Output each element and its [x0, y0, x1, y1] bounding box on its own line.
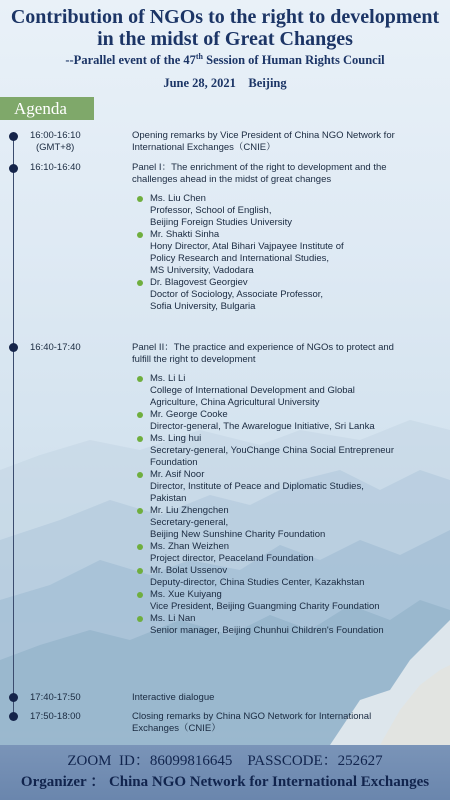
speaker-detail: Policy Research and International Studies,	[150, 253, 330, 264]
footer	[0, 745, 450, 800]
agenda-time	[30, 130, 125, 154]
speaker-name: Mr. George Cooke	[150, 409, 228, 420]
speaker-name: Mr. Bolat Ussenov	[150, 565, 228, 576]
desc-line: challenges ahead in the midst of great changes	[132, 174, 332, 185]
green-bullet-icon	[137, 280, 143, 286]
title-line-2: in the midst of Great Changes	[97, 28, 353, 50]
subtitle-prefix: --Parallel event of the 47	[65, 53, 196, 68]
desc-line: Exchanges（CNIE）	[132, 723, 221, 734]
desc-line: Closing remarks by China NGO Network for International	[132, 711, 372, 722]
agenda-description	[132, 130, 437, 154]
timeline-dot-icon	[9, 343, 18, 352]
green-bullet-icon	[137, 544, 143, 550]
agenda-time-value: 16:10-16:40	[30, 162, 81, 173]
speaker-detail: Beijing New Sunshine Charity Foundation	[150, 529, 326, 540]
speaker-item	[137, 433, 437, 469]
speaker-item	[137, 193, 437, 229]
desc-line: Panel I：The enrichment of the right to development and the	[132, 162, 387, 173]
subtitle-sup: th	[195, 52, 203, 61]
zoom-info: ZOOM ID：86099816645 PASSCODE：252627	[67, 753, 383, 769]
timeline-line	[13, 136, 14, 716]
agenda-time-value: 16:40-17:40	[30, 342, 81, 353]
subtitle	[0, 52, 450, 68]
speaker-item	[137, 469, 437, 505]
speaker-item	[137, 589, 437, 613]
timeline-dot-icon	[9, 164, 18, 173]
speaker-name: Ms. Ling hui	[150, 433, 202, 444]
speaker-list	[137, 373, 437, 637]
speaker-detail: College of International Development and Global	[150, 385, 355, 396]
speaker-item	[137, 541, 437, 565]
speaker-name: Ms. Li Nan	[150, 613, 196, 624]
timeline-dot-icon	[9, 712, 18, 721]
speaker-name: Mr. Shakti Sinha	[150, 229, 220, 240]
speaker-detail: Director, Institute of Peace and Diplomatic Studies,	[150, 481, 364, 492]
speaker-name: Ms. Xue Kuiyang	[150, 589, 222, 600]
green-bullet-icon	[137, 232, 143, 238]
speaker-detail: Secretary-general, YouChange China Social Entrepreneur	[150, 445, 394, 456]
speaker-detail: Vice President, Beijing Guangming Charity Foundation	[150, 601, 380, 612]
speaker-name: Ms. Zhan Weizhen	[150, 541, 230, 552]
agenda-badge: Agenda	[0, 97, 94, 120]
speaker-detail: Sofia University, Bulgaria	[150, 301, 256, 312]
speaker-detail: Director-general, The Awarelogue Initiative, Sri Lanka	[150, 421, 375, 432]
speaker-detail: Pakistan	[150, 493, 187, 504]
agenda-description	[132, 692, 437, 704]
desc-line: Interactive dialogue	[132, 692, 215, 703]
desc-line: Opening remarks by Vice President of China NGO Network for	[132, 130, 395, 141]
green-bullet-icon	[137, 436, 143, 442]
speaker-name: Ms. Liu Chen	[150, 193, 206, 204]
speaker-item	[137, 565, 437, 589]
speaker-item	[137, 229, 437, 277]
speaker-list	[137, 193, 437, 313]
speaker-detail: Project director, Peaceland Foundation	[150, 553, 314, 564]
agenda-timezone: (GMT+8)	[36, 142, 75, 153]
subtitle-suffix: Session of Human Rights Council	[203, 53, 385, 68]
speaker-detail: Beijing Foreign Studies University	[150, 217, 293, 228]
green-bullet-icon	[137, 376, 143, 382]
agenda-description	[132, 342, 437, 366]
speaker-item	[137, 409, 437, 433]
agenda-time	[30, 711, 125, 723]
agenda-description	[132, 711, 437, 735]
speaker-detail: Agriculture, China Agricultural University	[150, 397, 320, 408]
timeline-dot-icon	[9, 693, 18, 702]
organizer-info: Organizer ： China NGO Network for International Exchanges	[20, 774, 430, 790]
event-date: June 28, 2021 Beijing	[163, 76, 287, 91]
speaker-item	[137, 373, 437, 409]
speaker-detail: Professor, School of English,	[150, 205, 272, 216]
speaker-name: Ms. Li Li	[150, 373, 186, 384]
desc-line: International Exchanges（CNIE）	[132, 142, 276, 153]
agenda-time	[30, 162, 125, 174]
agenda-time-value: 17:50-18:00	[30, 711, 81, 722]
speaker-item	[137, 277, 437, 313]
speaker-name: Mr. Asif Noor	[150, 469, 205, 480]
agenda-time	[30, 692, 125, 704]
speaker-detail: MS University, Vadodara	[150, 265, 254, 276]
agenda-time	[30, 342, 125, 354]
speaker-detail: Foundation	[150, 457, 198, 468]
agenda-description	[132, 162, 437, 186]
speaker-name: Dr. Blagovest Georgiev	[150, 277, 248, 288]
agenda-time-value: 17:40-17:50	[30, 692, 81, 703]
desc-line: fulfill the right to development	[132, 354, 256, 365]
speaker-detail: Senior manager, Beijing Chunhui Children's Foundation	[150, 625, 384, 636]
desc-line: Panel II：The practice and experience of NGOs to protect and	[132, 342, 394, 353]
speaker-name: Mr. Liu Zhengchen	[150, 505, 229, 516]
green-bullet-icon	[137, 616, 143, 622]
green-bullet-icon	[137, 196, 143, 202]
speaker-detail: Deputy-director, China Studies Center, Kazakhstan	[150, 577, 365, 588]
speaker-detail: Hony Director, Atal Bihari Vajpayee Institute of	[150, 241, 344, 252]
green-bullet-icon	[137, 412, 143, 418]
speaker-detail: Secretary-general,	[150, 517, 229, 528]
timeline-dot-icon	[9, 132, 18, 141]
speaker-detail: Doctor of Sociology, Associate Professor,	[150, 289, 324, 300]
title-line-1: Contribution of NGOs to the right to development	[10, 6, 440, 28]
agenda-time-value: 16:00-16:10	[30, 130, 81, 141]
green-bullet-icon	[137, 508, 143, 514]
speaker-item	[137, 613, 437, 637]
green-bullet-icon	[137, 592, 143, 598]
green-bullet-icon	[137, 568, 143, 574]
speaker-item	[137, 505, 437, 541]
green-bullet-icon	[137, 472, 143, 478]
header	[0, 6, 450, 91]
